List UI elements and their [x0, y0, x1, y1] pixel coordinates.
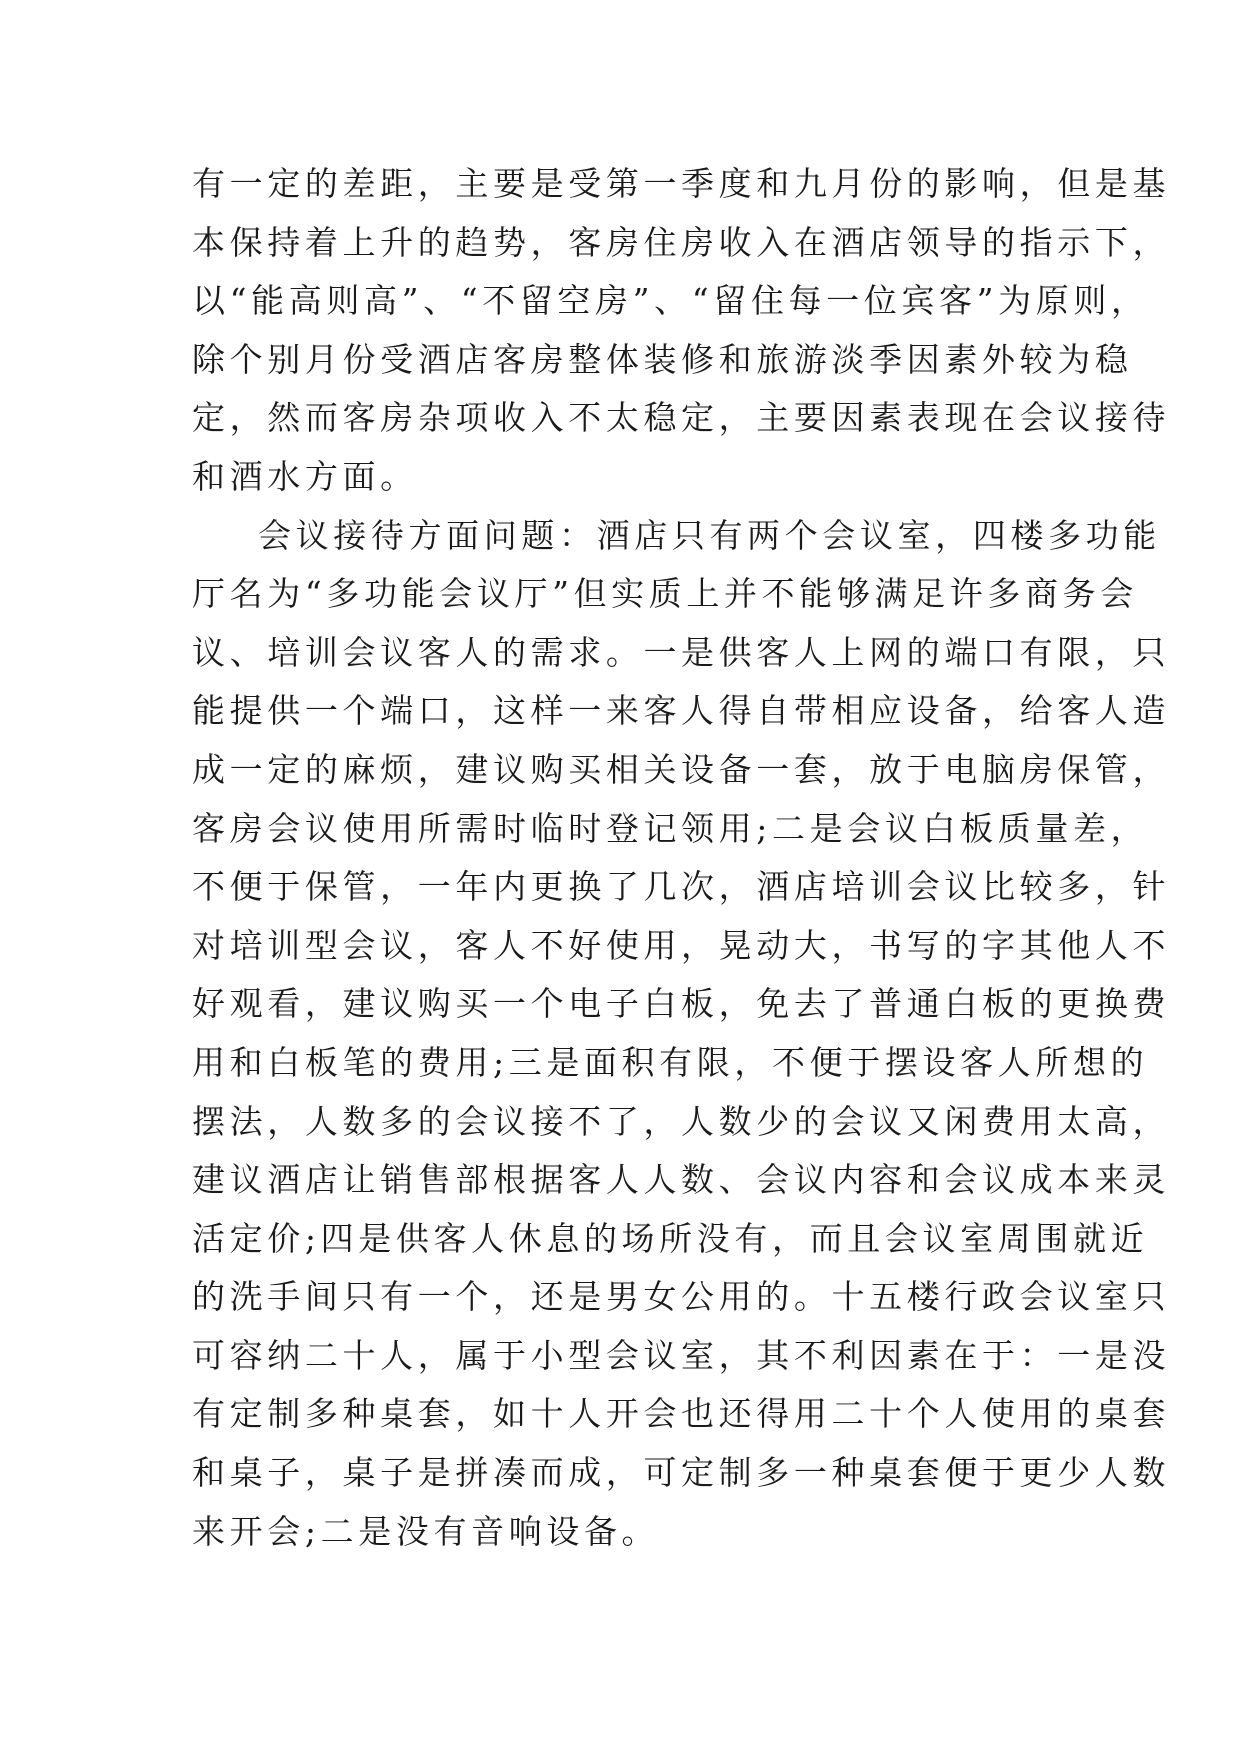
- text-line: 厅名为“多功能会议厅”但实质上并不能够满足许多商务会: [192, 574, 1138, 614]
- text-line: 定，然而客房杂项收入不太稳定，主要因素表现在会议接待: [192, 398, 1171, 438]
- text-line: 好观看，建议购买一个电子白板，免去了普通白板的更换费: [192, 984, 1171, 1024]
- text-line: 活定价;四是供客人休息的场所没有，而且会议室周围就近: [192, 1218, 1149, 1258]
- text-line: 成一定的麻烦，建议购买相关设备一套，放于电脑房保管，: [192, 749, 1171, 789]
- text-line: 不便于保管，一年内更换了几次，酒店培训会议比较多，针: [192, 867, 1171, 907]
- text-line: 建议酒店让销售部根据客人人数、会议内容和会议成本来灵: [192, 1160, 1171, 1200]
- text-line: 的洗手间只有一个，还是男女公用的。十五楼行政会议室只: [192, 1277, 1171, 1317]
- text-line: 客房会议使用所需时临时登记领用;二是会议白板质量差，: [192, 808, 1149, 848]
- text-line: 有一定的差距，主要是受第一季度和九月份的影响，但是基: [192, 164, 1171, 203]
- text-line: 对培训型会议，客人不好使用，晃动大，书写的字其他人不: [192, 925, 1171, 965]
- body-text: [192, 155, 1171, 1561]
- text-line: 能提供一个端口，这样一来客人得自带相应设备，给客人造: [192, 691, 1171, 731]
- text-line: 除个别月份受酒店客房整体装修和旅游淡季因素外较为稳: [192, 339, 1133, 379]
- text-line: 和酒水方面。: [192, 456, 418, 496]
- text-line: 可容纳二十人，属于小型会议室，其不利因素在于：一是没: [192, 1335, 1171, 1375]
- paragraph-start-line: 会议接待方面问题：酒店只有两个会议室，四楼多功能: [258, 515, 1161, 555]
- text-line: 以“能高则高”、“不留空房”、“留住每一位宾客”为原则，: [192, 281, 1149, 321]
- text-line: 议、培训会议客人的需求。一是供客人上网的端口有限，只: [192, 632, 1171, 672]
- text-line: 用和白板笔的费用;三是面积有限，不便于摆设客人所想的: [192, 1042, 1149, 1082]
- text-line: 摆法，人数多的会议接不了，人数少的会议又闲费用太高，: [192, 1101, 1171, 1141]
- text-line: 和桌子，桌子是拼凑而成，可定制多一种桌套便于更少人数: [192, 1453, 1171, 1493]
- text-line: 有定制多种桌套，如十人开会也还得用二十个人使用的桌套: [192, 1394, 1171, 1434]
- text-line: 来开会;二是没有音响设备。: [192, 1511, 660, 1551]
- text-line: 本保持着上升的趋势，客房住房收入在酒店领导的指示下，: [192, 222, 1171, 262]
